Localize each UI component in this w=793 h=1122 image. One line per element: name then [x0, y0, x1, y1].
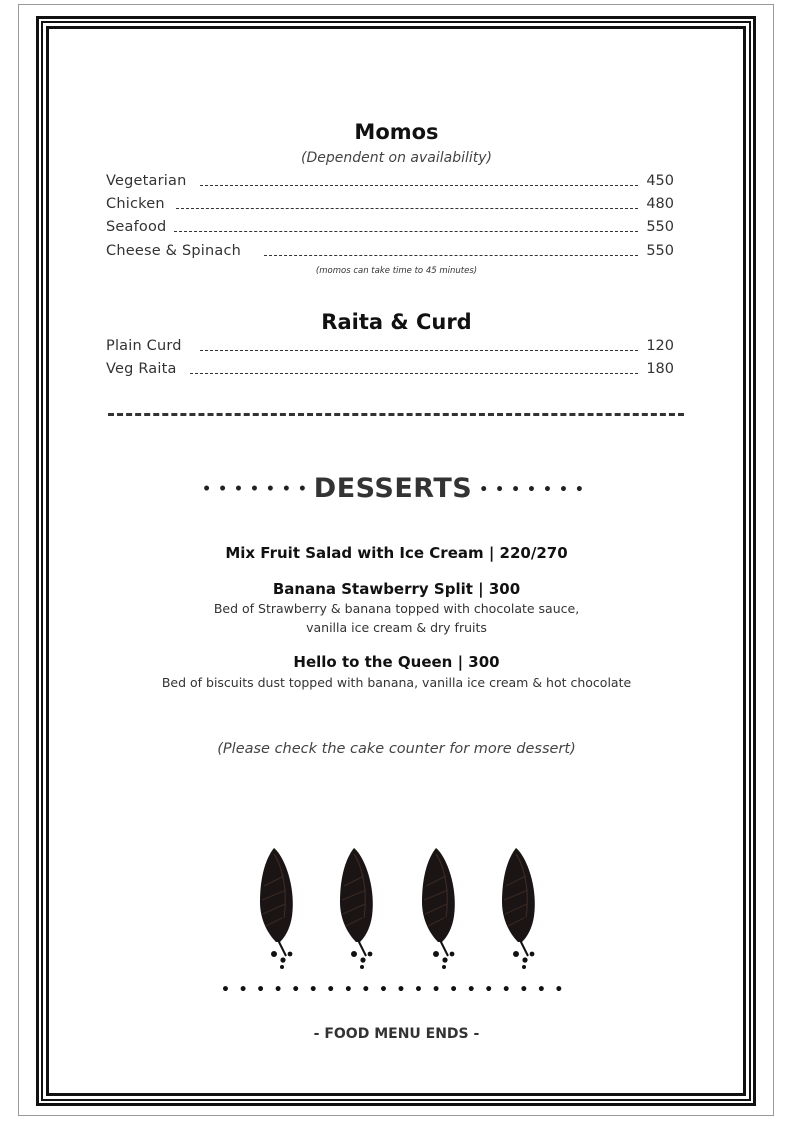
desserts-heading: [0, 473, 793, 504]
dot-leader: [190, 373, 638, 374]
menu-item-cheese-spinach: [106, 243, 674, 263]
item-price: 480: [646, 196, 674, 212]
menu-item-chicken: [106, 196, 674, 216]
menu-item-vegetarian: [106, 173, 674, 193]
dessert-banana-split-desc-1: Bed of Strawberry & banana topped with chocolate sauce,: [213, 601, 580, 616]
momos-note: (momos can take time to 45 minutes): [315, 266, 478, 276]
momos-title: Momos: [354, 120, 439, 144]
dot-leader: [176, 208, 638, 209]
momos-subtitle: (Dependent on availability): [300, 150, 493, 166]
feather-icon: [502, 848, 535, 969]
dessert-note: (Please check the cake counter for more dessert): [217, 741, 576, 757]
item-name: Plain Curd: [106, 338, 182, 354]
item-name: Veg Raita: [106, 361, 177, 377]
item-name: Cheese & Spinach: [106, 243, 242, 259]
feathers-decoration: [250, 846, 550, 972]
bottom-dots: ••••••••••••••••••••: [221, 982, 572, 998]
dessert-mix-fruit-salad: Mix Fruit Salad with Ice Cream | 220/270: [225, 544, 568, 562]
item-name: Vegetarian: [106, 173, 187, 189]
item-name: Chicken: [106, 196, 165, 212]
desserts-title: DESSERTS: [313, 473, 473, 504]
item-name: Seafood: [106, 219, 167, 235]
item-price: 120: [646, 338, 674, 354]
menu-item-veg-raita: [106, 361, 674, 381]
menu-item-seafood: [106, 219, 674, 239]
feather-icon: [340, 848, 373, 969]
raita-title: Raita & Curd: [321, 310, 472, 334]
dessert-banana-split-desc-2: vanilla ice cream & dry fruits: [306, 620, 487, 635]
dot-leader: [200, 185, 638, 186]
dessert-hello-queen: Hello to the Queen | 300: [293, 653, 500, 671]
section-divider: [108, 413, 684, 416]
dots-left: •••••••: [202, 481, 314, 498]
dot-leader: [200, 350, 638, 351]
item-price: 550: [646, 243, 674, 259]
dessert-banana-split: Banana Stawberry Split | 300: [272, 580, 521, 598]
item-price: 550: [646, 219, 674, 235]
feather-icon: [260, 848, 293, 969]
dot-leader: [264, 255, 638, 256]
feather-icon: [422, 848, 455, 969]
item-price: 450: [646, 173, 674, 189]
menu-item-plain-curd: [106, 338, 674, 358]
food-menu-ends: - FOOD MENU ENDS -: [313, 1026, 480, 1042]
dots-right: •••••••: [479, 481, 591, 498]
dot-leader: [174, 231, 638, 232]
item-price: 180: [646, 361, 674, 377]
dessert-hello-queen-desc: Bed of biscuits dust topped with banana, vanilla ice cream & hot chocolate: [161, 675, 632, 690]
